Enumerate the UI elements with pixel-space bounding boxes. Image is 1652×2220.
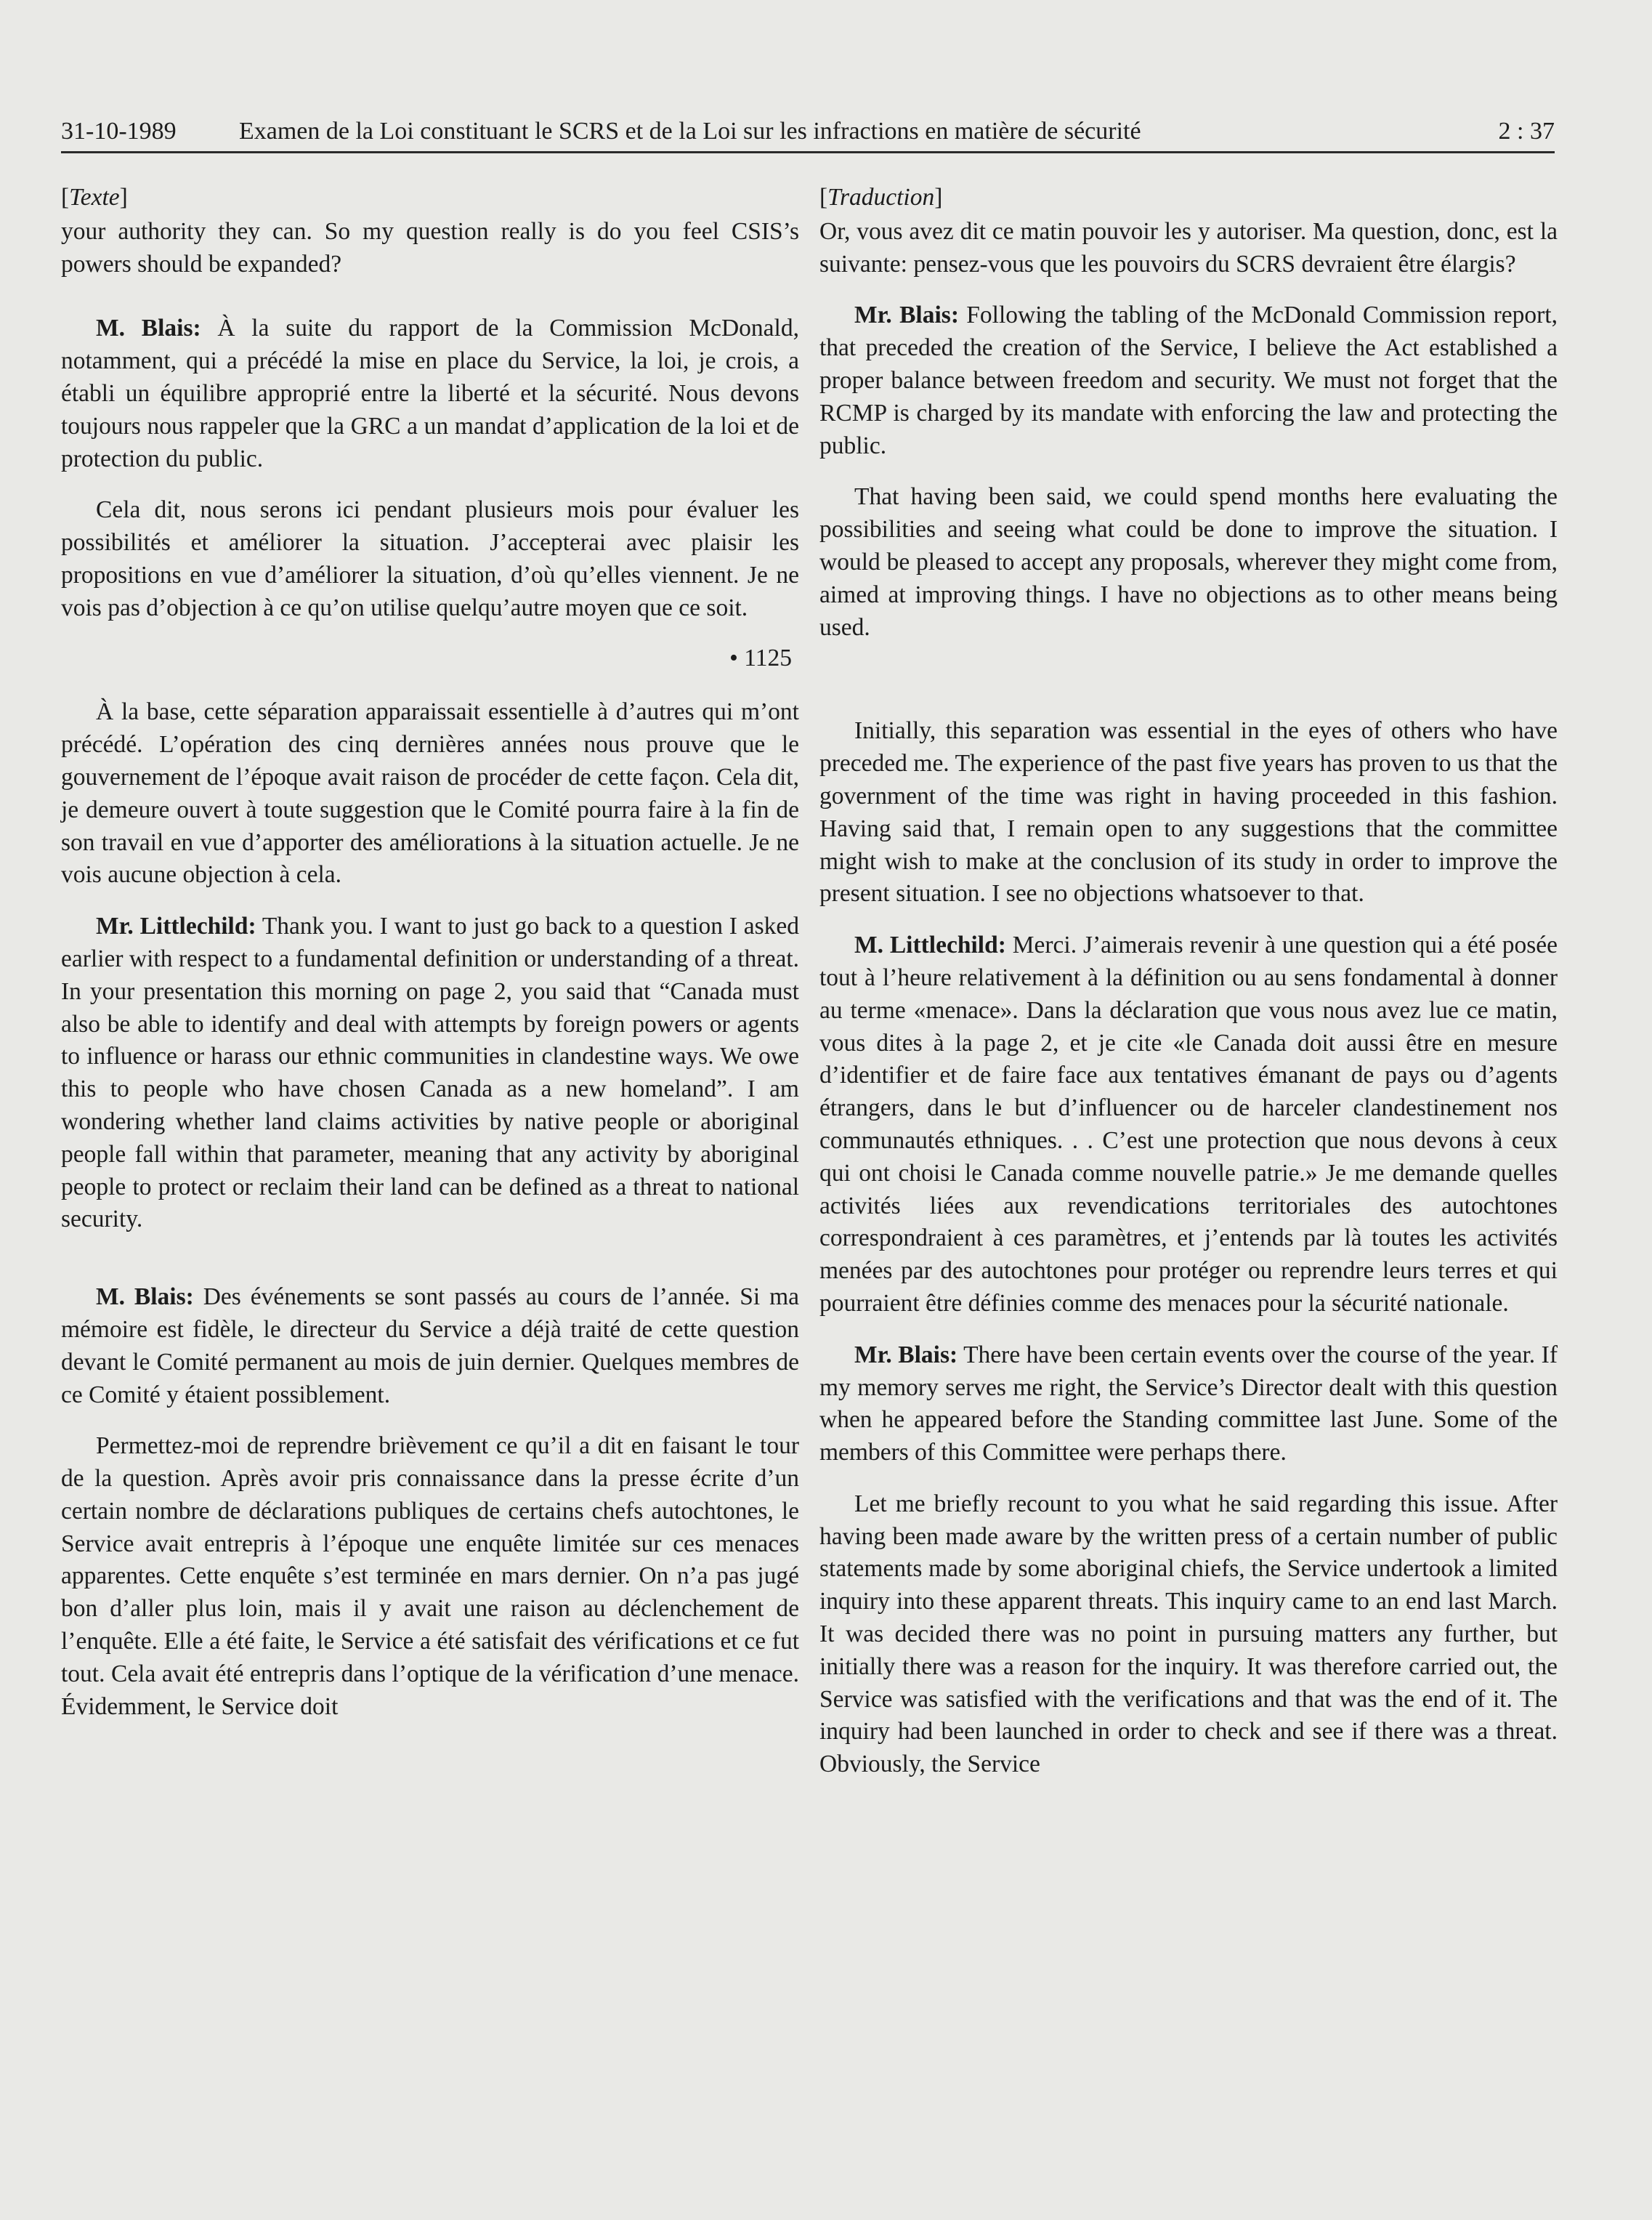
paragraph [819, 929, 1558, 1320]
speaker-name: Mr. Blais: [854, 302, 959, 329]
column-label-texte: [Texte] [61, 184, 128, 211]
paragraph-text: Or, vous avez dit ce matin pouvoir les y autoriser. Ma question, donc, est la suivante: pensez-vous que les pouvoirs du SCRS devraient être élargis? [819, 217, 1558, 278]
paragraph-text: Permettez-moi de reprendre brièvement ce qu’il a dit en faisant le tour de la question. Après avoir pris connaissance dans la presse écrite d’un certain nombre de déclarations publiques de certains chefs autochtones, le Service avait entrepris à l’époque une enquête limitée sur ces menaces apparentes. Cette enquête s’est terminée en mars dernier. On n’a pas jugé bon d’aller plus loin, mais il y avait une raison au déclenchement de l’enquête. Elle a été faite, le Service a été satisfait des vérifications et ce fut tout. Cela avait été entrepris dans l’optique de la vérification d’une menace. Évidemment, le Service doit [61, 1432, 799, 1720]
paragraph-text: Following the tabling of the McDonald Commission report, that preceded the creation of the Service, I believe the Act established a proper balance between freedom and security. We must not forget that the RCMP is charged by its mandate with enforcing the law and protecting the public. [819, 302, 1558, 459]
right-column [819, 182, 1558, 1781]
paragraph-text: Des événements se sont passés au cours de l’année. Si ma mémoire est fidèle, le directeur du Service a déjà traité de cette question devant le Comité permanent au mois de juin dernier. Quelques membres de ce Comité y étaient possiblement. [61, 1283, 799, 1408]
paragraph [61, 1430, 799, 1723]
speaker-name: Mr. Blais: [854, 1341, 958, 1368]
paragraph [61, 494, 799, 624]
paragraph-text: À la base, cette séparation apparaissait essentielle à d’autres qui m’ont précédé. L’opération des cinq dernières années nous prouve que le gouvernement de l’époque avait raison de procéder de cette façon. Cela dit, je demeure ouvert à toute suggestion que le Comité pourra faire à la fin de son travail en vue d’apporter des améliorations à la situation actuelle. Je ne vois aucune objection à cela. [61, 698, 799, 889]
paragraph-text: There have been certain events over the course of the year. If my memory serves me right, the Service’s Director dealt with this question when he appeared before the Standing committee last June. Some of the members of this Committee were perhaps there. [819, 1341, 1558, 1466]
speaker-name: M. Blais: [96, 1283, 194, 1311]
paragraph [819, 481, 1558, 644]
paragraph [819, 715, 1558, 911]
speaker-name: M. Blais: [96, 315, 201, 342]
paragraph-text: Let me briefly recount to you what he said regarding this issue. After having been made aware by the written press of a certain number of public statements made by some aboriginal chiefs, the Service undertook a limited inquiry into these apparent threats. This inquiry came to an end last March. It was decided there was no point in pursuing matters any further, but initially there was a reason for the inquiry. It was therefore carried out, the Service was satisfied with the verifications and that was the end of it. The inquiry had been launched in order to check and see if there was a threat. Obviously, the Service [819, 1490, 1558, 1778]
paragraph [61, 911, 799, 1236]
paragraph-text: À la suite du rapport de la Commission McDonald, notamment, qui a précédé la mise en place du Service, la loi, je crois, a établi un équilibre approprié entre la liberté et la sécurité. Nous devons toujours nous rappeler que la GRC a un mandat d’application de la loi et de protection du public. [61, 315, 799, 472]
paragraph [819, 1339, 1558, 1469]
time-marker: • 1125 [729, 644, 792, 671]
paragraph-text: Cela dit, nous serons ici pendant plusieurs mois pour évaluer les possibilités et améliorer la situation. J’accepterai avec plaisir les propositions en vue d’améliorer la situation, d’où qu’elles viennent. Je ne vois pas d’objection à ce qu’on utilise quelqu’autre moyen que ce soit. [61, 496, 799, 621]
speaker-name: Mr. Littlechild: [96, 913, 256, 940]
header-title: Examen de la Loi constituant le SCRS et de la Loi sur les infractions en matière de sécurité [239, 118, 1141, 145]
paragraph-text: Merci. J’aimerais revenir à une question qui a été posée tout à l’heure relativement à la définition ou au sens fondamental à donner au terme «menace». Dans la déclaration que vous nous avez lue ce matin, vous dites à la page 2, et je cite «le Canada doit aussi être en mesure d’identifier et de faire face aux tentatives émanant de pays ou d’agents étrangers, dans le but d’influencer ou de harceler clandestinement nos communautés ethniques. . . C’est une protection que nous devons à ceux qui ont choisi le Canada comme nouvelle patrie.» Je me demande quelles activités liées aux revendications territoriales des autochtones correspondraient à ces paramètres, et j’entends par là toutes les activités menées par des autochtones pour protéger ou reprendre leurs terres et qui pourraient être définies comme des menaces pour la sécurité nationale. [819, 932, 1558, 1317]
paragraph [819, 216, 1558, 281]
paragraph [61, 696, 799, 892]
left-column [61, 182, 799, 1723]
paragraph-text: Thank you. I want to just go back to a question I asked earlier with respect to a fundamental definition or understanding of a threat. In your presentation this morning on page 2, you said that “Canada must also be able to identify and deal with attempts by foreign powers or agents to influence or harass our ethnic communities in clandestine ways. We owe this to people who have chosen Canada as a new homeland”. I am wondering whether land claims activities by native people or aboriginal people fall within that parameter, meaning that any activity by aboriginal people to protect or reclaim their land can be defined as a threat to national security. [61, 913, 799, 1233]
speaker-name: M. Littlechild: [854, 932, 1006, 959]
paragraph-text: That having been said, we could spend months here evaluating the possibilities and seeing what could be done to improve the situation. I would be pleased to accept any proposals, wherever they might come from, aimed at improving things. I have no objections as to other means being used. [819, 483, 1558, 641]
header-page-number: 2 : 37 [1498, 118, 1555, 145]
paragraph [61, 312, 799, 475]
page-header [61, 109, 1555, 153]
paragraph-text: Initially, this separation was essential in the eyes of others who have preceded me. The experience of the past five years has proven to us that the government of the time was right in having proceeded in this fashion. Having said that, I remain open to any suggestions that the committee might wish to make at the conclusion of its study in order to improve the present situation. I see no objections whatsoever to that. [819, 717, 1558, 908]
paragraph [819, 299, 1558, 462]
paragraph-text: your authority they can. So my question really is do you feel CSIS’s powers should be expanded? [61, 217, 799, 278]
paragraph [61, 216, 799, 281]
column-label-traduction: [Traduction] [819, 184, 943, 211]
header-date: 31-10-1989 [61, 118, 177, 145]
paragraph [819, 1488, 1558, 1781]
paragraph [61, 1281, 799, 1411]
